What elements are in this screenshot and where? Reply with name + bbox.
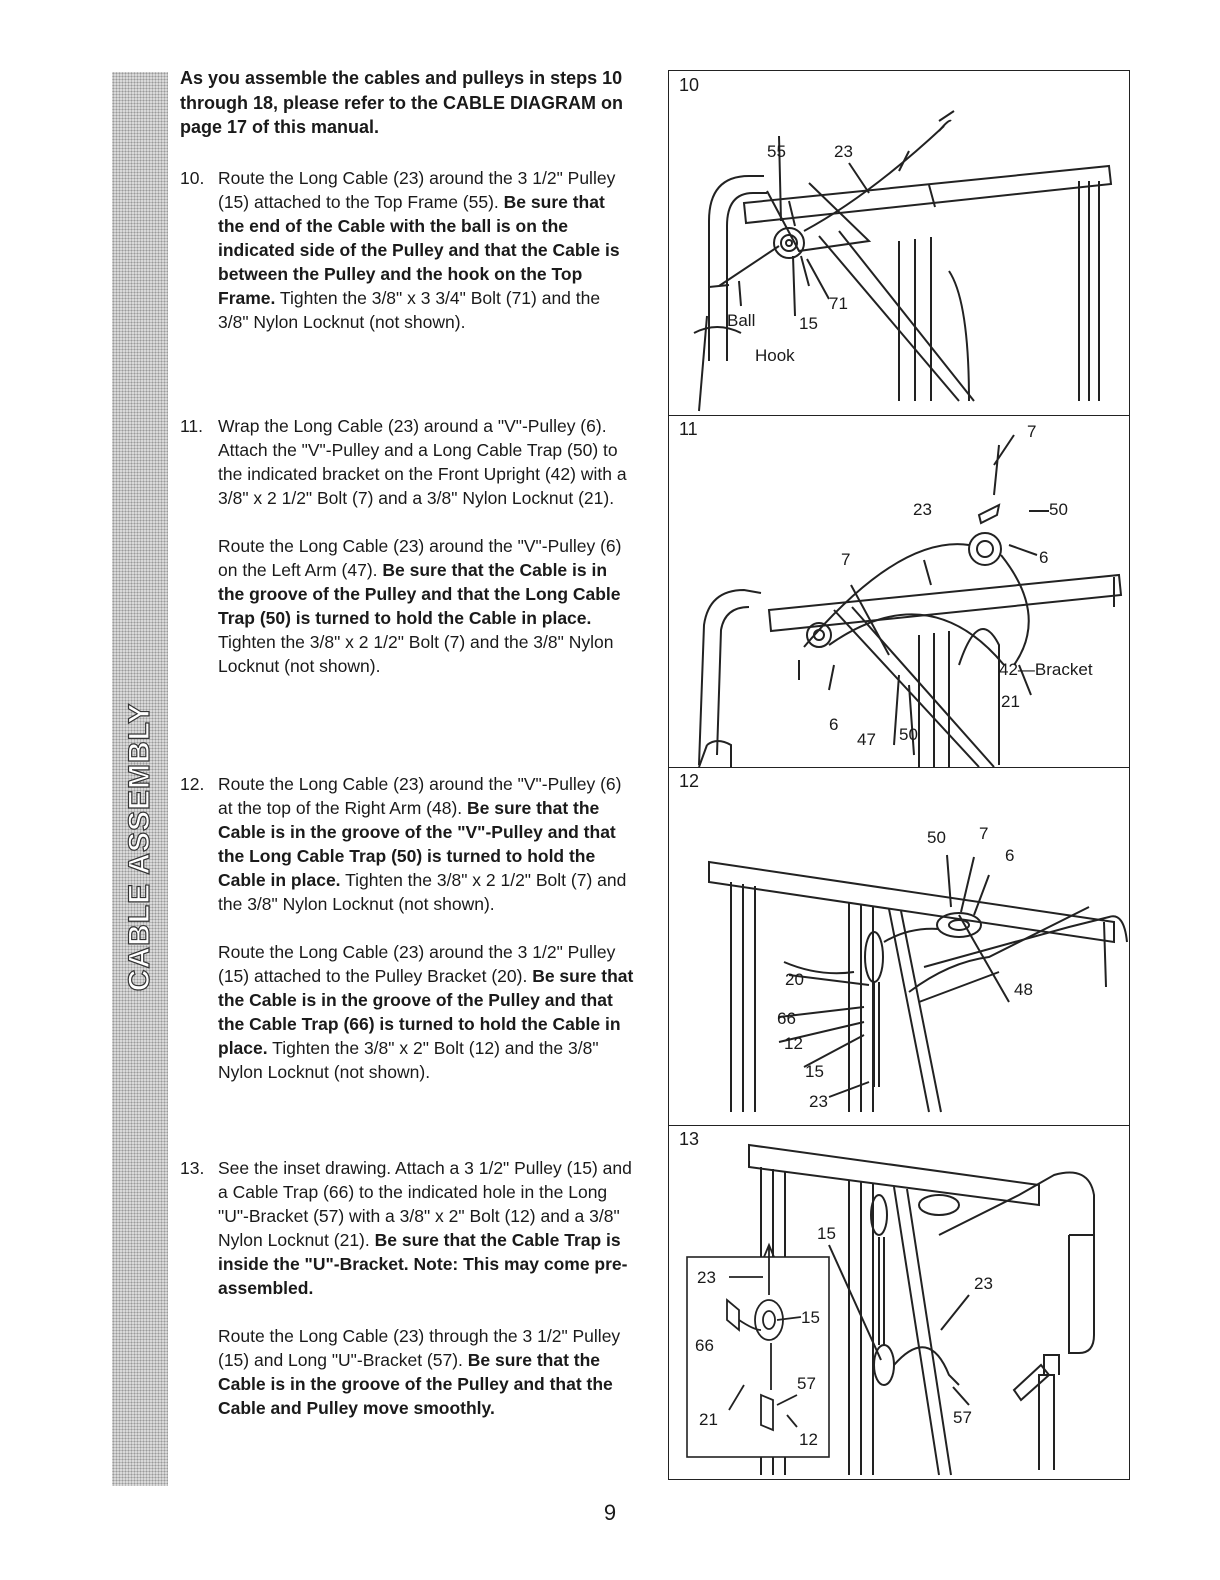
- step-12: [180, 772, 635, 1108]
- callout-71: 71: [829, 294, 848, 313]
- figure-11: [669, 415, 1129, 768]
- step-11: [180, 414, 635, 702]
- step-number: 13.: [180, 1158, 205, 1178]
- figure-12: [669, 767, 1129, 1126]
- callout-21: 21: [1001, 692, 1020, 711]
- figures-column: [668, 70, 1130, 1480]
- inset-callout-21: 21: [699, 1410, 718, 1429]
- callout-7: 7: [1027, 422, 1037, 441]
- callout-42-bracket: 42—Bracket: [999, 660, 1093, 679]
- callout-57: 57: [953, 1408, 972, 1427]
- figure-number: 13: [679, 1129, 700, 1149]
- inset-callout-66: 66: [695, 1336, 714, 1355]
- callout-20: 20: [785, 970, 804, 989]
- section-label-text: CABLE ASSEMBLY: [123, 702, 156, 992]
- callout-6-lower: 6: [829, 715, 839, 734]
- callout-50: 50: [927, 828, 946, 847]
- step-13-text-1: See the inset drawing. Attach a 3 1/2" Pulley (15) and a Cable Trap (66) to the indicated hole in the Long "U"-Bracket (57) with a 3/8" x 2" Bolt (12) and a 3/8" Nylon Locknut (21). Be sure that the Cable Trap is inside the "U"-Bracket. Note: This may come pre-assembled.: [218, 1158, 632, 1298]
- step-number: 11.: [180, 416, 204, 436]
- step-12-text-1: Route the Long Cable (23) around the "V"-Pulley (6) at the top of the Right Arm (48). Be sure that the Cable is in the groove of the "V"-Pulley and that the Long Cable Trap (50) is turned to hold the Cable in place. Tighten the 3/8" x 2 1/2" Bolt (7) and the 3/8" Nylon Locknut (not shown).: [218, 774, 627, 914]
- callout-hook: Hook: [755, 346, 795, 365]
- figure-10-drawing: [669, 71, 1129, 415]
- callout-50: 50: [1049, 500, 1068, 519]
- callout-12: 12: [784, 1034, 803, 1053]
- figure-10: [669, 71, 1129, 416]
- figure-13: [669, 1125, 1129, 1479]
- callout-23: 23: [809, 1092, 828, 1111]
- page-number: 9: [603, 1500, 617, 1525]
- figure-number: 11: [679, 419, 698, 439]
- callout-66: 66: [777, 1009, 796, 1028]
- step-13: [180, 1156, 635, 1444]
- step-10-text: Route the Long Cable (23) around the 3 1/2" Pulley (15) attached to the Top Frame (55). Be sure that the end of the Cable with the ball is on the indicated side of the Pulley and that the Cable is between the Pulley and the hook on the Top Frame. Tighten the 3/8" x 3 3/4" Bolt (71) and the 3/8" Nylon Locknut (not shown).: [218, 168, 620, 332]
- callout-48: 48: [1014, 980, 1033, 999]
- instructions-column: [180, 66, 635, 1418]
- callout-6: 6: [1005, 846, 1015, 865]
- callout-15: 15: [805, 1062, 824, 1081]
- figure-number: 10: [679, 75, 700, 95]
- step-13-text-2: Route the Long Cable (23) through the 3 1/2" Pulley (15) and Long "U"-Bracket (57). Be sure that the Cable is in the groove of the Pulley and that the Cable and Pulley move smoothly.: [218, 1326, 621, 1418]
- section-side-band: [112, 72, 168, 1486]
- figure-11-drawing: [669, 415, 1129, 767]
- step-12-text-2: Route the Long Cable (23) around the 3 1/2" Pulley (15) attached to the Pulley Bracket (20). Be sure that the Cable is in the groove of the Pulley and that the Cable Trap (66) is turned to hold the Cable in place. Tighten the 3/8" x 2" Bolt (12) and the 3/8" Nylon Locknut (not shown).: [218, 942, 634, 1082]
- figure-number: 12: [679, 771, 700, 791]
- callout-47: 47: [857, 730, 876, 749]
- figure-13-drawing: [669, 1125, 1129, 1479]
- callout-23: 23: [974, 1274, 993, 1293]
- callout-7: 7: [979, 824, 989, 843]
- step-11-text-1: Wrap the Long Cable (23) around a "V"-Pulley (6). Attach the "V"-Pulley and a Long Cable Trap (50) to the indicated bracket on the Front Upright (42) with a 3/8" x 2 1/2" Bolt (7) and a 3/8" Nylon Locknut (21).: [218, 416, 627, 508]
- callout-ball: Ball: [727, 311, 756, 330]
- inset-callout-15: 15: [801, 1308, 820, 1327]
- callout-23: 23: [834, 142, 853, 161]
- callout-50-lower: 50: [899, 725, 918, 744]
- callout-15: 15: [817, 1224, 836, 1243]
- step-11-text-2: Route the Long Cable (23) around the "V"-Pulley (6) on the Left Arm (47). Be sure that the Cable is in the groove of the Pulley and that the Long Cable Trap (50) is turned to hold the Cable in place. Tighten the 3/8" x 2 1/2" Bolt (7) and the 3/8" Nylon Locknut (not shown).: [218, 536, 622, 676]
- step-number: 10.: [180, 168, 205, 188]
- callout-6: 6: [1039, 548, 1049, 567]
- inset-callout-23: 23: [697, 1268, 716, 1287]
- section-label: [112, 72, 168, 1486]
- callout-55: 55: [767, 142, 786, 161]
- intro-note: As you assemble the cables and pulleys in steps 10 through 18, please refer to the CABLE DIAGRAM on page 17 of this manual.: [180, 68, 624, 137]
- step-number: 12.: [180, 774, 205, 794]
- callout-23: 23: [913, 500, 932, 519]
- inset-callout-57: 57: [797, 1374, 816, 1393]
- figure-12-drawing: [669, 767, 1129, 1125]
- step-10: [180, 166, 635, 358]
- callout-15: 15: [799, 314, 818, 333]
- inset-callout-12: 12: [799, 1430, 818, 1449]
- callout-7-lower: 7: [841, 550, 851, 569]
